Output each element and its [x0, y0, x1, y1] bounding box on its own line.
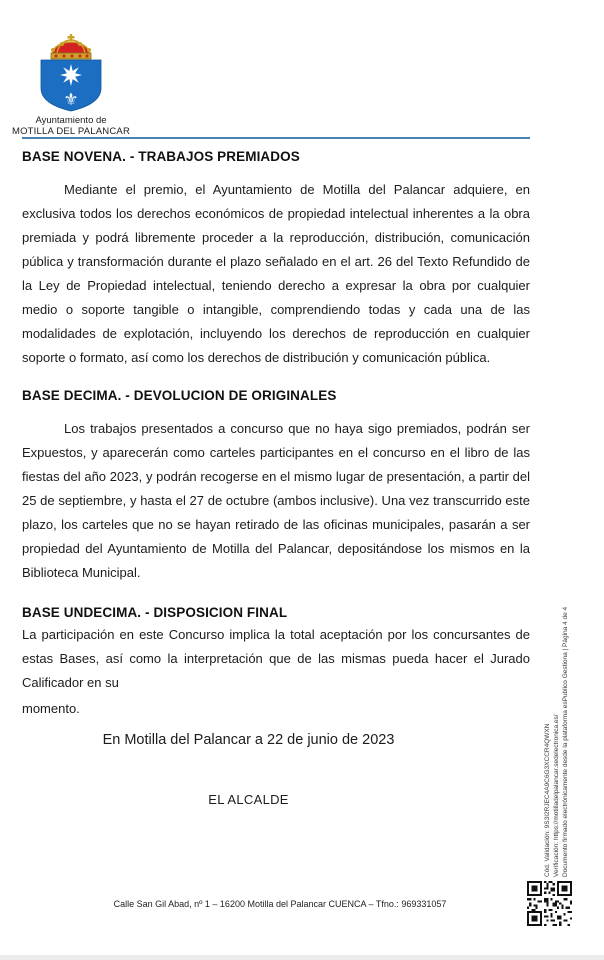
municipal-logo [6, 28, 136, 138]
validation-code-line: Cód. Validación: 9S3I2RJEC4A9C6G3XCCR4QWXN [544, 723, 551, 877]
date-line: En Motilla del Palancar a 22 de junio de 2023 [102, 732, 395, 748]
section-paragraph: Los trabajos presentados a concurso que no haya sigo premiados, podrán ser Expuestos, y aparecerán como carteles participantes en el concurso en el libro de las fiestas del año 2023, y podrán recogerse en el mismo lugar de presentación, a partir del 25 de septiembre, y hasta el 27 de octubre (ambos inclusive). Una vez transcurrido este plazo, los carteles que no se hayan retirado de las oficinas municipales, pasarán a ser propiedad del Ayuntamiento de Motilla del Palancar, depositándose los mismos en la Biblioteca Municipal. [22, 421, 530, 580]
verification-url-line: Verificación: https://motilladelpalancar.sedelectronica.es/ [553, 714, 560, 877]
signature-title: EL ALCALDE [208, 792, 289, 807]
section-heading: BASE UNDECIMA. - DISPOSICION FINAL [22, 605, 288, 620]
section-heading: BASE NOVENA. - TRABAJOS PREMIADOS [22, 149, 300, 164]
section-paragraph: Mediante el premio, el Ayuntamiento de Motilla del Palancar adquiere, en exclusiva todos los derechos económicos de propiedad intelectual inherentes a la obra premiada y podrá libremente proceder a la reproducción, distribución, comunicación pública y transformación durante el plazo señalado en el art. 26 del Texto Refundido de la Ley de Propiedad intelectual, teniendo derecho a expresar la obra por cualquier medio o soporte tangible o intangible, comprendiendo todas y cada una de las modalidades de explotación, incluyendo los derechos de reproducción en cualquier soporte o formato, así como los derechos de distribución y comunicación pública. [22, 182, 530, 365]
star-icon [60, 64, 82, 86]
fleur-de-lis-icon: ⚜ [63, 90, 79, 110]
coat-of-arms-icon [39, 28, 103, 112]
bottom-strip [0, 955, 604, 960]
section-paragraph: La participación en este Concurso implica la total aceptación por los concursantes de estas Bases, así como la interpretación que de las mismas pueda hacer el Jurado Calificador en su [22, 627, 530, 690]
org-name-line2: MOTILLA DEL PALANCAR [11, 126, 131, 137]
paragraph-last-line: momento. [22, 701, 80, 716]
org-name-line1: Ayuntamiento de [35, 115, 107, 126]
section-base-novena [22, 148, 530, 370]
header-divider [22, 137, 530, 139]
crown-icon [51, 34, 91, 59]
section-heading: BASE DECIMA. - DEVOLUCION DE ORIGINALES [22, 388, 337, 403]
section-base-decima [22, 387, 530, 585]
section-base-undecima [22, 604, 530, 719]
signed-platform-line: Documento firmado electrónicamente desde la plataforma esPublico Gestiona | Página 4 de 4 [562, 606, 569, 877]
shield-icon [41, 60, 101, 111]
document-body [22, 148, 530, 807]
footer-address: Calle San Gil Abad, nº 1 – 16200 Motilla del Palancar CUENCA – Tfno.: 969331057 [113, 899, 447, 909]
